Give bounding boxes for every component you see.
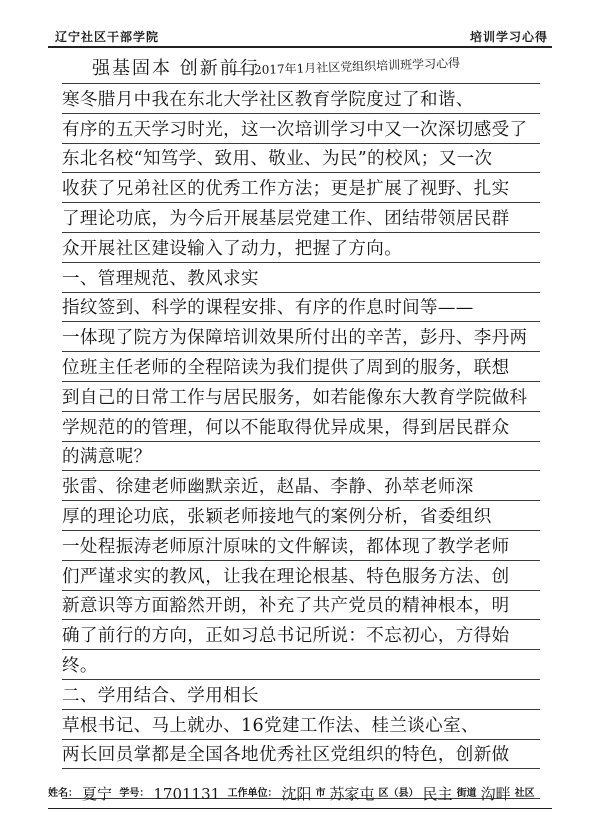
handwritten-line: 有序的五天学习时光，这一次培训学习中又一次深切感受了 — [62, 119, 528, 140]
city-name: 沈阳 — [281, 785, 312, 803]
handwritten-line: 张雷、徐建老师幽默亲近，赵晶、李静、孙萃老师深 — [62, 477, 474, 498]
city-suffix: 市 — [315, 788, 326, 799]
district-suffix: 区（县） — [378, 788, 419, 799]
student-id: 1701131 — [153, 785, 221, 803]
handwritten-line: 众开展社区建设输入了动力，把握了方向。 — [62, 238, 403, 259]
handwritten-line: 终。 — [62, 656, 98, 676]
street-suffix: 街道 — [456, 788, 477, 799]
handwritten-line: 新意识等方面豁然开朗，补充了共产党员的精神根本，明 — [62, 596, 510, 617]
id-label: 学号： — [119, 788, 150, 799]
handwritten-line: 学规范的的管理，何以不能取得优异成果，得到居民群众 — [62, 417, 510, 438]
handwritten-line: 一、管理规范、教风求实 — [62, 268, 259, 289]
community-name: 沟畔 — [480, 785, 511, 803]
essay-subtitle: ——2017年1月社区党组织培训班学习心得 — [229, 55, 461, 79]
footer-divider — [48, 808, 552, 809]
handwritten-line: 厚的理论功底，张颖老师接地气的案例分析，省委组织 — [62, 507, 492, 527]
handwritten-line: 二、学用结合、学用相长 — [62, 685, 259, 706]
handwritten-line: 到自己的日常工作与居民服务，如若能像东大教育学院做科 — [62, 387, 528, 408]
handwritten-line: 一处程振涛老师原汁原味的文件解读，都体现了教学老师 — [62, 536, 510, 557]
ruled-writing-area — [62, 55, 540, 771]
community-suffix: 社区 — [514, 788, 535, 799]
handwritten-line: 收获了兄弟社区的优秀工作方法；更是扩展了视野、扎实 — [62, 179, 510, 200]
name-label: 姓名： — [48, 788, 78, 799]
unit-label: 工作单位： — [227, 788, 278, 799]
handwritten-line: 了理论功底，为今后开展基层党建工作、团结带领居民群 — [62, 209, 510, 229]
handwritten-line: 确了前行的方向，正如习总书记所说：不忘初心，方得始 — [62, 626, 510, 647]
student-info-footer — [48, 782, 552, 806]
handwritten-line: 的满意呢？ — [62, 447, 152, 468]
document-type: 培训学习心得 — [469, 30, 548, 44]
essay-title: 强基固本 创新前行 — [92, 58, 260, 79]
handwritten-line: 草根书记、马上就办、16党建工作法、桂兰谈心室、 — [62, 715, 479, 736]
handwritten-line: 东北名校“知笃学、致用、敬业、为民”的校风；又一次 — [62, 149, 493, 170]
handwritten-line: 一体现了院方为保障培训效果所付出的辛苦，彭丹、李丹两 — [62, 328, 528, 349]
college-name: 辽宁社区干部学院 — [55, 30, 160, 44]
handwritten-line: 指纹签到、科学的课程安排、有序的作息时间等—— — [62, 298, 474, 319]
handwritten-line: 位班主任老师的全程陪读为我们提供了周到的服务，联想 — [62, 358, 510, 378]
handwritten-line: 两长回员掌都是全国各地优秀社区党组织的特色，创新做 — [62, 745, 510, 766]
street-name: 民主 — [422, 785, 453, 803]
ruled-line — [62, 83, 540, 84]
student-name: 夏宁 — [82, 785, 113, 803]
header-divider — [48, 46, 552, 48]
title-row — [62, 55, 540, 83]
handwritten-line: 寒冬腊月中我在东北大学社区教育学院度过了和谐、 — [62, 89, 474, 110]
handwritten-line: 们严谨求实的教风，让我在理论根基、特色服务方法、创 — [62, 566, 510, 587]
district-name: 苏家屯 — [329, 785, 375, 803]
